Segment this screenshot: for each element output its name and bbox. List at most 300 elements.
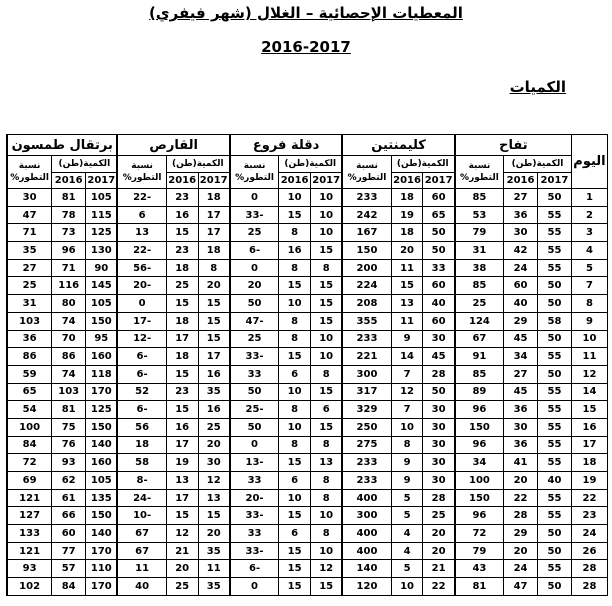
qty-2017-cell: 6	[311, 401, 343, 419]
qty-2017-cell: 28	[423, 365, 455, 383]
day-cell: 22	[571, 489, 607, 507]
qty-2017-cell: 25	[198, 418, 230, 436]
growth-rate-cell: 79	[455, 542, 504, 560]
qty-2017-cell: 28	[423, 489, 455, 507]
growth-rate-cell: -22	[117, 242, 166, 260]
qty-2016-cell: 23	[166, 242, 198, 260]
qty-2016-cell: 20	[166, 560, 198, 578]
growth-rate-cell: 36	[7, 330, 52, 348]
qty-2017-cell: 20	[198, 277, 230, 295]
growth-rate-cell: 121	[7, 489, 52, 507]
qty-2017-cell: 150	[86, 418, 118, 436]
day-cell: 16	[571, 418, 607, 436]
qty-2017-cell: 18	[198, 189, 230, 207]
qty-2016-cell: 18	[166, 259, 198, 277]
growth-rate-cell: 233	[342, 472, 391, 490]
qty-2017-cell: 25	[423, 507, 455, 525]
growth-rate-cell: 35	[7, 242, 52, 260]
table-row	[7, 525, 608, 543]
growth-rate-cell: 150	[455, 489, 504, 507]
fruit-header: دقلة فروع	[230, 135, 342, 156]
qty-2016-cell: 27	[504, 365, 538, 383]
qty-2017-cell: 50	[423, 383, 455, 401]
fruit-header: تفاح	[455, 135, 572, 156]
qty-2017-cell: 8	[311, 525, 343, 543]
qty-2016-cell: 30	[504, 224, 538, 242]
day-cell: 10	[571, 330, 607, 348]
qty-2017-cell: 150	[86, 507, 118, 525]
growth-rate-cell: 53	[455, 206, 504, 224]
qty-2016-cell: 6	[279, 472, 311, 490]
qty-2016-cell: 15	[279, 454, 311, 472]
growth-rate-header: نسبة التطور%	[342, 156, 391, 189]
growth-rate-cell: -20	[230, 489, 279, 507]
qty-2017-cell: 22	[423, 578, 455, 596]
growth-rate-cell: 72	[7, 454, 52, 472]
qty-2016-cell: 16	[166, 206, 198, 224]
qty-2017-cell: 30	[198, 454, 230, 472]
qty-2017-cell: 55	[538, 206, 572, 224]
growth-rate-cell: 91	[455, 348, 504, 366]
growth-rate-cell: 20	[230, 277, 279, 295]
table-row	[7, 489, 608, 507]
qty-2017-cell: 50	[538, 277, 572, 295]
table-row	[7, 295, 608, 313]
year-header: 2016	[504, 173, 538, 189]
qty-2017-cell: 15	[198, 295, 230, 313]
growth-rate-cell: 96	[455, 436, 504, 454]
growth-rate-cell: 200	[342, 259, 391, 277]
qty-2016-cell: 80	[52, 295, 86, 313]
qty-2016-cell: 60	[52, 525, 86, 543]
growth-rate-cell: 59	[7, 365, 52, 383]
growth-rate-cell: 133	[7, 525, 52, 543]
growth-rate-header: نسبة التطور%	[230, 156, 279, 189]
qty-2016-cell: 15	[279, 348, 311, 366]
growth-rate-cell: 65	[7, 383, 52, 401]
table-row	[7, 259, 608, 277]
qty-2016-cell: 47	[504, 578, 538, 596]
qty-2017-cell: 170	[86, 578, 118, 596]
growth-rate-cell: 127	[7, 507, 52, 525]
qty-2017-cell: 55	[538, 242, 572, 260]
qty-2016-cell: 20	[504, 542, 538, 560]
qty-2017-cell: 8	[198, 259, 230, 277]
growth-rate-cell: 25	[455, 295, 504, 313]
qty-2017-cell: 20	[198, 436, 230, 454]
growth-rate-cell: 124	[455, 312, 504, 330]
qty-2017-cell: 10	[311, 206, 343, 224]
qty-2016-cell: 78	[52, 206, 86, 224]
qty-2017-cell: 50	[538, 189, 572, 207]
qty-2017-cell: 35	[198, 542, 230, 560]
qty-2017-cell: 30	[423, 418, 455, 436]
qty-2017-cell: 13	[311, 454, 343, 472]
qty-2017-cell: 17	[198, 206, 230, 224]
table-row	[7, 365, 608, 383]
qty-2017-cell: 45	[423, 348, 455, 366]
growth-rate-cell: 96	[455, 507, 504, 525]
qty-2017-cell: 30	[423, 472, 455, 490]
qty-2016-cell: 5	[391, 560, 423, 578]
growth-rate-cell: 233	[342, 189, 391, 207]
growth-rate-cell: 208	[342, 295, 391, 313]
qty-2016-cell: 15	[279, 206, 311, 224]
season-title: 2016-2017	[261, 38, 351, 56]
qty-2017-cell: 50	[538, 525, 572, 543]
qty-2016-cell: 20	[504, 472, 538, 490]
table-row	[7, 277, 608, 295]
qty-2017-cell: 10	[311, 507, 343, 525]
qty-2017-cell: 55	[538, 401, 572, 419]
growth-rate-cell: 96	[455, 401, 504, 419]
growth-rate-cell: -22	[117, 189, 166, 207]
day-cell: 3	[571, 224, 607, 242]
growth-rate-cell: 167	[342, 224, 391, 242]
table-row	[7, 206, 608, 224]
day-cell: 2	[571, 206, 607, 224]
qty-2017-cell: 170	[86, 542, 118, 560]
growth-rate-cell: 67	[455, 330, 504, 348]
qty-2017-cell: 40	[423, 295, 455, 313]
qty-2017-cell: 50	[423, 242, 455, 260]
qty-2016-cell: 29	[504, 525, 538, 543]
qty-2017-cell: 30	[423, 330, 455, 348]
growth-rate-cell: -13	[230, 454, 279, 472]
qty-2016-cell: 30	[504, 418, 538, 436]
qty-2017-cell: 15	[311, 578, 343, 596]
qty-2017-cell: 12	[311, 560, 343, 578]
growth-rate-cell: 329	[342, 401, 391, 419]
quantity-header: الكمية(طن)	[166, 156, 230, 173]
qty-2016-cell: 8	[391, 436, 423, 454]
day-cell: 15	[571, 401, 607, 419]
day-cell: 8	[571, 295, 607, 313]
qty-2017-cell: 118	[86, 365, 118, 383]
qty-2016-cell: 8	[279, 436, 311, 454]
qty-2016-cell: 8	[279, 259, 311, 277]
day-cell: 5	[571, 259, 607, 277]
growth-rate-cell: -33	[230, 206, 279, 224]
qty-2017-cell: 55	[538, 259, 572, 277]
qty-2017-cell: 35	[198, 578, 230, 596]
growth-rate-cell: 150	[342, 242, 391, 260]
table-row	[7, 560, 608, 578]
table-row	[7, 507, 608, 525]
qty-2017-cell: 16	[198, 401, 230, 419]
growth-rate-cell: 11	[117, 560, 166, 578]
fruit-header: القارص	[117, 135, 229, 156]
day-cell: 14	[571, 383, 607, 401]
qty-2016-cell: 20	[391, 242, 423, 260]
growth-rate-cell: 58	[117, 454, 166, 472]
qty-2017-cell: 10	[311, 348, 343, 366]
growth-rate-cell: 33	[230, 525, 279, 543]
qty-2017-cell: 8	[311, 489, 343, 507]
year-header: 2017	[198, 173, 230, 189]
growth-rate-cell: -25	[230, 401, 279, 419]
quantity-header: الكمية(طن)	[279, 156, 343, 173]
qty-2017-cell: 17	[198, 348, 230, 366]
qty-2017-cell: 12	[198, 472, 230, 490]
qty-2016-cell: 7	[391, 401, 423, 419]
growth-rate-cell: 275	[342, 436, 391, 454]
qty-2016-cell: 116	[52, 277, 86, 295]
day-cell: 17	[571, 436, 607, 454]
growth-rate-cell: 0	[230, 189, 279, 207]
qty-2017-cell: 30	[423, 436, 455, 454]
qty-2016-cell: 15	[279, 560, 311, 578]
qty-2016-cell: 18	[166, 348, 198, 366]
year-header: 2016	[391, 173, 423, 189]
growth-rate-cell: -6	[117, 365, 166, 383]
qty-2016-cell: 12	[391, 383, 423, 401]
qty-2016-cell: 25	[166, 578, 198, 596]
qty-2016-cell: 81	[52, 401, 86, 419]
growth-rate-cell: -33	[230, 348, 279, 366]
qty-2017-cell: 105	[86, 295, 118, 313]
qty-2016-cell: 15	[166, 224, 198, 242]
qty-2016-cell: 103	[52, 383, 86, 401]
growth-rate-cell: -33	[230, 507, 279, 525]
qty-2017-cell: 8	[311, 436, 343, 454]
qty-2017-cell: 35	[198, 383, 230, 401]
qty-2017-cell: 15	[311, 295, 343, 313]
qty-2016-cell: 10	[279, 489, 311, 507]
qty-2017-cell: 55	[538, 489, 572, 507]
qty-2016-cell: 10	[279, 295, 311, 313]
table-row	[7, 224, 608, 242]
growth-rate-cell: 34	[455, 454, 504, 472]
quantity-header: الكمية(طن)	[391, 156, 455, 173]
qty-2016-cell: 17	[166, 489, 198, 507]
qty-2016-cell: 11	[391, 259, 423, 277]
growth-rate-cell: 0	[230, 436, 279, 454]
qty-2017-cell: 15	[198, 507, 230, 525]
qty-2017-cell: 15	[311, 277, 343, 295]
day-cell: 12	[571, 365, 607, 383]
growth-rate-cell: 69	[7, 472, 52, 490]
qty-2016-cell: 24	[504, 259, 538, 277]
qty-2016-cell: 12	[166, 525, 198, 543]
growth-rate-cell: 56	[117, 418, 166, 436]
qty-2017-cell: 105	[86, 472, 118, 490]
qty-2017-cell: 40	[538, 472, 572, 490]
qty-2016-cell: 29	[504, 312, 538, 330]
qty-2017-cell: 20	[198, 525, 230, 543]
qty-2016-cell: 74	[52, 365, 86, 383]
day-header: اليوم	[571, 135, 607, 189]
qty-2017-cell: 55	[538, 383, 572, 401]
growth-rate-cell: 52	[117, 383, 166, 401]
growth-rate-cell: 27	[7, 259, 52, 277]
table-row	[7, 189, 608, 207]
qty-2017-cell: 8	[311, 259, 343, 277]
qty-2017-cell: 58	[538, 312, 572, 330]
day-cell: 4	[571, 242, 607, 260]
growth-rate-cell: 242	[342, 206, 391, 224]
table-row	[7, 418, 608, 436]
quantities-table	[6, 134, 608, 596]
qty-2016-cell: 19	[391, 206, 423, 224]
growth-rate-cell: 85	[455, 277, 504, 295]
growth-rate-cell: 300	[342, 507, 391, 525]
qty-2017-cell: 115	[86, 206, 118, 224]
qty-2016-cell: 11	[391, 312, 423, 330]
qty-2016-cell: 15	[391, 277, 423, 295]
qty-2016-cell: 15	[166, 401, 198, 419]
growth-rate-cell: -56	[117, 259, 166, 277]
qty-2016-cell: 15	[279, 542, 311, 560]
growth-rate-cell: 85	[455, 365, 504, 383]
qty-2017-cell: 95	[86, 330, 118, 348]
growth-rate-cell: -12	[117, 330, 166, 348]
growth-rate-cell: -24	[117, 489, 166, 507]
qty-2017-cell: 90	[86, 259, 118, 277]
qty-2016-cell: 9	[391, 472, 423, 490]
qty-2017-cell: 145	[86, 277, 118, 295]
qty-2016-cell: 16	[279, 242, 311, 260]
growth-rate-cell: -6	[117, 348, 166, 366]
qty-2016-cell: 57	[52, 560, 86, 578]
day-cell: 23	[571, 507, 607, 525]
qty-2016-cell: 4	[391, 525, 423, 543]
qty-2016-cell: 5	[391, 507, 423, 525]
qty-2016-cell: 17	[166, 330, 198, 348]
qty-2016-cell: 22	[504, 489, 538, 507]
growth-rate-header: نسبة التطور%	[117, 156, 166, 189]
qty-2016-cell: 18	[391, 224, 423, 242]
qty-2017-cell: 55	[538, 560, 572, 578]
qty-2016-cell: 17	[166, 436, 198, 454]
quantity-header: الكمية(طن)	[504, 156, 572, 173]
day-cell: 28	[571, 560, 607, 578]
growth-rate-cell: 50	[230, 383, 279, 401]
page-title: المعطيات الإحصائية – الغلال (شهر فيفري)	[149, 4, 463, 22]
growth-rate-cell: 355	[342, 312, 391, 330]
qty-2017-cell: 8	[311, 365, 343, 383]
qty-2016-cell: 15	[166, 365, 198, 383]
growth-rate-cell: 31	[7, 295, 52, 313]
table-row	[7, 348, 608, 366]
qty-2016-cell: 18	[166, 312, 198, 330]
qty-2016-cell: 8	[279, 224, 311, 242]
qty-2016-cell: 36	[504, 401, 538, 419]
day-cell: 7	[571, 277, 607, 295]
qty-2016-cell: 34	[504, 348, 538, 366]
qty-2016-cell: 10	[279, 418, 311, 436]
qty-2017-cell: 170	[86, 383, 118, 401]
growth-rate-header: نسبة التطور%	[455, 156, 504, 189]
growth-rate-cell: 0	[230, 578, 279, 596]
qty-2016-cell: 4	[391, 542, 423, 560]
growth-rate-cell: 400	[342, 542, 391, 560]
qty-2017-cell: 55	[538, 224, 572, 242]
qty-2016-cell: 10	[391, 418, 423, 436]
table-row	[7, 472, 608, 490]
qty-2016-cell: 13	[391, 295, 423, 313]
growth-rate-cell: 224	[342, 277, 391, 295]
qty-2016-cell: 10	[279, 189, 311, 207]
quantity-header: الكمية(طن)	[52, 156, 118, 173]
growth-rate-cell: 400	[342, 525, 391, 543]
qty-2016-cell: 19	[166, 454, 198, 472]
day-cell: 28	[571, 578, 607, 596]
qty-2016-cell: 76	[52, 436, 86, 454]
qty-2016-cell: 45	[504, 330, 538, 348]
table-row	[7, 312, 608, 330]
growth-rate-cell: 233	[342, 330, 391, 348]
qty-2016-cell: 23	[166, 383, 198, 401]
qty-2016-cell: 15	[166, 295, 198, 313]
year-header: 2016	[166, 173, 198, 189]
growth-rate-cell: 85	[455, 189, 504, 207]
qty-2017-cell: 16	[198, 365, 230, 383]
growth-rate-cell: 93	[7, 560, 52, 578]
qty-2016-cell: 10	[279, 383, 311, 401]
qty-2016-cell: 6	[279, 525, 311, 543]
qty-2016-cell: 18	[391, 189, 423, 207]
qty-2017-cell: 110	[86, 560, 118, 578]
qty-2017-cell: 50	[538, 542, 572, 560]
growth-rate-cell: 100	[455, 472, 504, 490]
growth-rate-cell: 250	[342, 418, 391, 436]
qty-2017-cell: 17	[198, 224, 230, 242]
qty-2017-cell: 160	[86, 454, 118, 472]
qty-2016-cell: 84	[52, 578, 86, 596]
qty-2016-cell: 10	[391, 578, 423, 596]
year-header: 2017	[423, 173, 455, 189]
qty-2017-cell: 50	[423, 224, 455, 242]
growth-rate-cell: 71	[7, 224, 52, 242]
qty-2017-cell: 50	[538, 365, 572, 383]
qty-2016-cell: 15	[279, 578, 311, 596]
qty-2017-cell: 135	[86, 489, 118, 507]
growth-rate-cell: -6	[230, 560, 279, 578]
qty-2017-cell: 55	[538, 348, 572, 366]
growth-rate-cell: 233	[342, 454, 391, 472]
growth-rate-cell: 150	[455, 418, 504, 436]
qty-2017-cell: 15	[198, 312, 230, 330]
growth-rate-cell: 6	[117, 206, 166, 224]
qty-2016-cell: 70	[52, 330, 86, 348]
qty-2016-cell: 77	[52, 542, 86, 560]
day-cell: 9	[571, 312, 607, 330]
qty-2017-cell: 20	[423, 525, 455, 543]
growth-rate-cell: 67	[117, 542, 166, 560]
qty-2016-cell: 81	[52, 189, 86, 207]
qty-2016-cell: 75	[52, 418, 86, 436]
qty-2016-cell: 42	[504, 242, 538, 260]
qty-2017-cell: 55	[538, 454, 572, 472]
growth-rate-cell: 79	[455, 224, 504, 242]
qty-2017-cell: 50	[538, 578, 572, 596]
qty-2016-cell: 15	[279, 507, 311, 525]
growth-rate-cell: 67	[117, 525, 166, 543]
day-cell: 26	[571, 542, 607, 560]
section-title: الكميات	[509, 78, 566, 96]
qty-2017-cell: 10	[311, 330, 343, 348]
qty-2017-cell: 60	[423, 312, 455, 330]
qty-2017-cell: 15	[311, 418, 343, 436]
qty-2016-cell: 9	[391, 454, 423, 472]
growth-rate-cell: 317	[342, 383, 391, 401]
growth-rate-cell: -20	[117, 277, 166, 295]
qty-2016-cell: 36	[504, 436, 538, 454]
growth-rate-cell: -10	[117, 507, 166, 525]
qty-2016-cell: 28	[504, 507, 538, 525]
qty-2017-cell: 11	[198, 560, 230, 578]
